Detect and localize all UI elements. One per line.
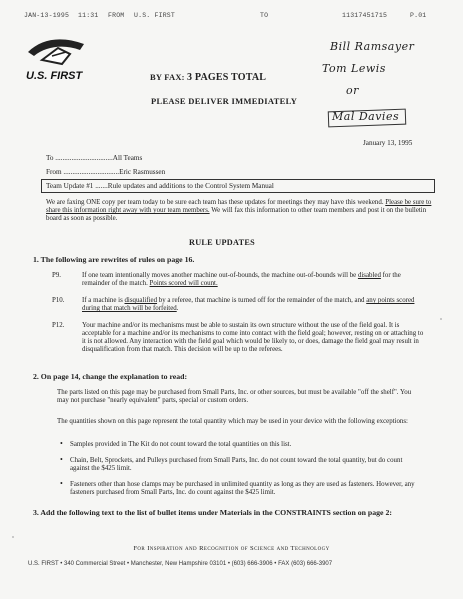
memo-subject: Team Update #1 .......Rule updates and additions to the Control System Manual <box>46 182 274 190</box>
fax-page-number: P.01 <box>410 12 427 19</box>
section-2-paragraph-2: The quantities shown on this page represent the total quantity which may be used in your device with the following exceptions: <box>57 418 408 425</box>
section-2-title: 2. On page 14, change the explanation to read: <box>33 372 188 381</box>
bullet-icon: • <box>60 479 63 488</box>
footer-tagline: For Inspiration and Recognition of Science and Technology <box>133 545 330 552</box>
rule-p9-disabled: disabled <box>357 272 381 279</box>
memo-to: To ................................All Teams <box>46 154 143 162</box>
section-1-title: 1. The following are rewrites of rules on page 16. <box>33 255 195 264</box>
footer-address: U.S. FIRST • 340 Commercial Street • Manchester, New Hampshire 03101 • (603) 666-3906 • FAX (603) 666-3907 <box>28 561 333 567</box>
intro-text-emphasis: Please be sure to share this information right away with your team members. <box>46 199 432 215</box>
rule-p10-text-c: . <box>176 305 179 313</box>
rule-p12-number: P12. <box>52 322 65 329</box>
fax-pages-heading <box>150 72 266 83</box>
deliver-immediately-heading: PLEASE DELIVER IMMEDIATELY <box>151 96 298 106</box>
fax-pages-total: 3 PAGES TOTAL <box>187 72 267 83</box>
scan-speck <box>440 318 442 320</box>
fax-to-label: TO <box>260 12 269 19</box>
memo-from: From ...............................Eric Rasmussen <box>46 168 166 176</box>
rule-p10-text-a: If a machine is <box>82 297 125 304</box>
section-3-title: 3. Add the following text to the list of bullet items under Materials in the CONSTRAINTS section on page 2: <box>33 508 392 517</box>
memo-date: January 13, 1995 <box>363 139 413 147</box>
rule-p9-text <box>82 272 424 288</box>
rule-p10-text-b: by a referee, that machine is turned off for the remainder of the match, and <box>157 297 367 304</box>
bullet-icon: • <box>60 439 63 448</box>
bullet-icon: • <box>60 455 63 464</box>
fax-time: 11:31 <box>78 12 99 19</box>
intro-paragraph <box>46 199 432 224</box>
fax-to-number: 11317451715 <box>342 12 388 19</box>
rule-p12-text: Your machine and/or its mechanisms must be able to sustain its own structure without the use of the field goal. It is acceptable for a machine and/or its mechanisms to come into contact with the field goal; however, resting on or attaching to it is not allowed. Any interaction with the field goal which would be likely to, or does, damage the field goal may result in disqualification from that match. This decision will be up to the referees. <box>82 322 424 354</box>
fax-date: JAN-13-1995 <box>24 12 70 19</box>
section-2-paragraph-1: The parts listed on this page may be purchased from Small Parts, Inc. or other sources, but must be available "off the shelf". You may not purchase "nearly equivalent" parts, special or custom orders. <box>57 389 412 405</box>
rule-p9-points: Points scored will count. <box>149 280 218 288</box>
rule-p9-number: P9. <box>52 272 62 279</box>
rule-p9-text-b: for the remainder of the match. <box>82 272 401 288</box>
handwritten-or: or <box>346 84 359 97</box>
handwritten-name-3: Mal Davies <box>332 110 400 123</box>
bullet-item-3: Fasteners other than hose clamps may be purchased in unlimited quantity as long as they are used as fasteners. However, any fasteners purchased from Small Parts, Inc. do count against the $425 limit. <box>70 481 415 497</box>
rule-p10-disqualified: disqualified <box>124 297 158 304</box>
rule-p10-number: P10. <box>52 297 65 304</box>
scan-speck <box>12 536 14 538</box>
fax-from: U.S. FIRST <box>134 12 176 19</box>
intro-text-c: We will fax this information to other team members and post it on the bulletin board as soon as possible. <box>46 207 427 223</box>
rule-p9-text-a: If one team intentionally moves another machine out-of-bounds, the machine out-of-bounds will be <box>82 272 358 279</box>
fax-prefix: BY FAX: <box>150 72 185 82</box>
fax-transmission-header <box>24 12 444 20</box>
bullet-item-1: Samples provided in The Kit do not count toward the total quantities on this list. <box>70 441 292 448</box>
rule-p10-text <box>82 297 424 313</box>
fax-from-label: FROM <box>108 12 125 19</box>
rule-p10-forfeit: any points scored during that match will be forfeited <box>82 297 415 313</box>
handwritten-name-2: Tom Lewis <box>322 62 386 75</box>
handwritten-name-1: Bill Ramsayer <box>330 40 415 53</box>
rule-updates-heading: RULE UPDATES <box>189 238 256 247</box>
intro-text-a: We are faxing ONE copy per team today to be sure each team has these updates for meetings they may have this weekend. <box>46 199 386 206</box>
bullet-item-2: Chain, Belt, Sprockets, and Pulleys purchased from Small Parts, Inc. do not count toward the total quantity, but do count against the $425 limit. <box>70 457 403 473</box>
logo-wordmark: U.S. FIRST <box>26 70 83 82</box>
